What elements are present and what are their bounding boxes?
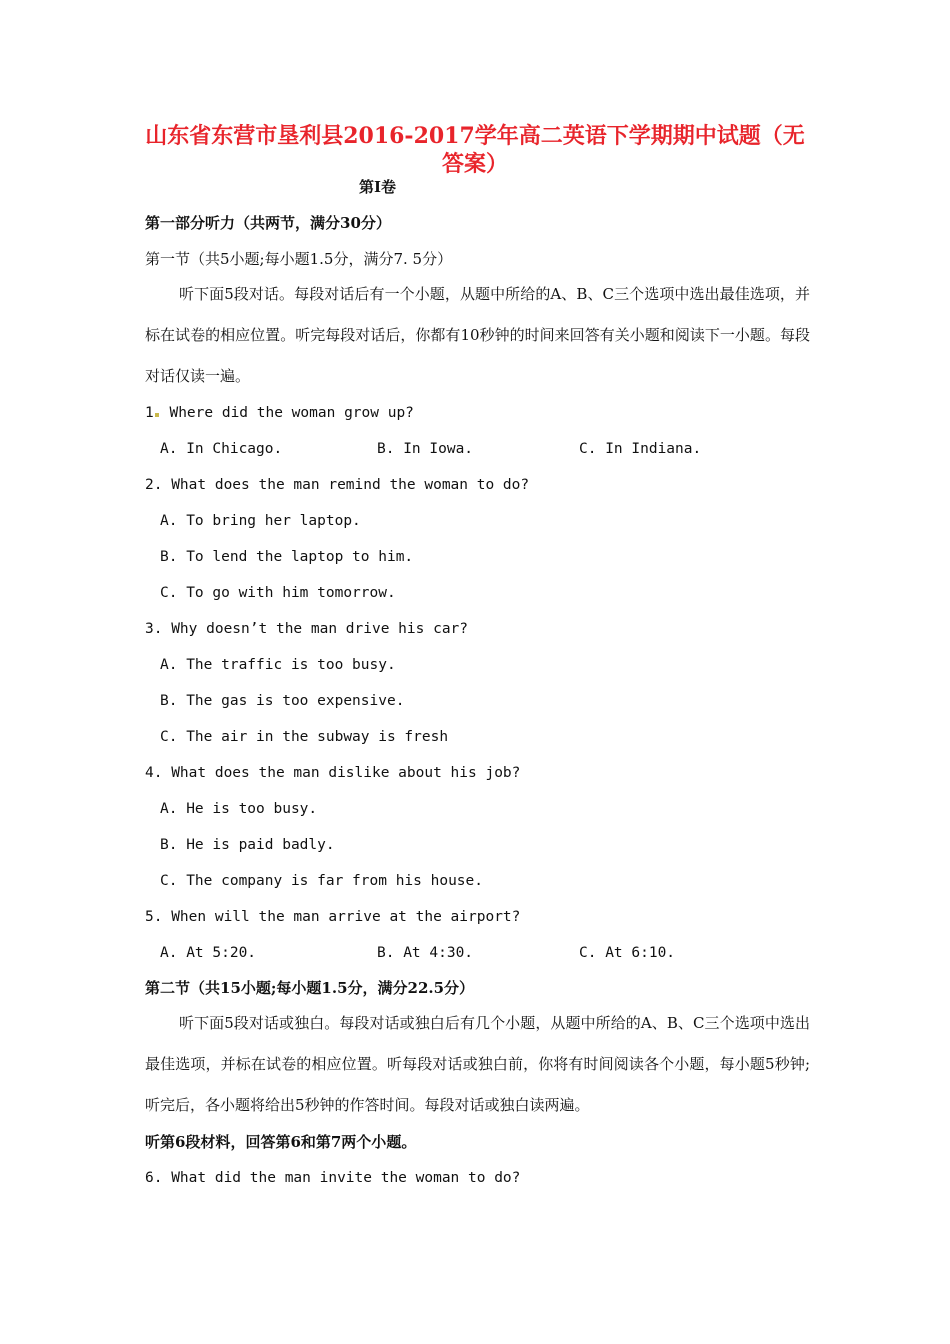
question-6 (145, 1168, 520, 1188)
page-title: 山东省东营市垦利县2016-2017学年高二英语下学期期中试题（无答案） (145, 123, 805, 177)
edit-mark-icon (155, 413, 159, 417)
question-1 (145, 403, 414, 423)
option-2a: A. To bring her laptop. (160, 513, 361, 529)
option-5c: C. At 6:10. (579, 945, 676, 961)
option-4b: B. He is paid badly. (160, 837, 335, 853)
question-text: What does the man dislike about his job? (171, 765, 521, 781)
option-1a: A. In Chicago. (160, 441, 283, 457)
option-3c: C. The air in the subway is fresh (160, 729, 449, 745)
question-number: 6. (145, 1170, 163, 1186)
material6-heading: 听第6段材料，回答第6和第7两个小题。 (145, 1133, 417, 1151)
question-number: 5. (145, 909, 163, 925)
option-2c: C. To go with him tomorrow. (160, 585, 396, 601)
question-text: What did the man invite the woman to do? (171, 1170, 521, 1186)
question-number: 1 (145, 405, 154, 421)
question-4 (145, 763, 520, 783)
volume-label: 第Ⅰ卷 (359, 178, 397, 196)
question-number: 2. (145, 477, 163, 493)
option-3a: A. The traffic is too busy. (160, 657, 396, 673)
question-text: Where did the woman grow up? (169, 405, 414, 421)
question-text: When will the man arrive at the airport? (171, 909, 521, 925)
option-2b: B. To lend the laptop to him. (160, 549, 414, 565)
option-4c: C. The company is far from his house. (160, 873, 484, 889)
option-5b: B. At 4:30. (377, 945, 474, 961)
question-number: 3. (145, 621, 163, 637)
question-2 (145, 475, 529, 495)
question-number: 4. (145, 765, 163, 781)
option-1b: B. In Iowa. (377, 441, 474, 457)
question-5 (145, 907, 520, 927)
option-3b: B. The gas is too expensive. (160, 693, 405, 709)
option-5a: A. At 5:20. (160, 945, 257, 961)
part1-heading: 第一部分听力（共两节，满分30分） (145, 214, 391, 232)
section2-heading: 第二节（共15小题;每小题1.5分，满分22.5分） (145, 979, 475, 997)
section1-instructions: 听下面5段对话。每段对话后有一个小题，从题中所给的A、B、C三个选项中选出最佳选项，并标在试卷的相应位置。听完每段对话后，你都有10秒钟的时间来回答有关小题和阅读下一小题。每段对话仅读一遍。 (145, 285, 810, 385)
section1-heading: 第一节（共5小题;每小题1.5分，满分7. 5分） (145, 250, 453, 268)
option-4a: A. He is too busy. (160, 801, 318, 817)
section2-instructions: 听下面5段对话或独白。每段对话或独白后有几个小题，从题中所给的A、B、C三个选项中选出最佳选项，并标在试卷的相应位置。听每段对话或独白前，你将有时间阅读各个小题，每小题5秒钟;听完后，各小题将给出5秒钟的作答时间。每段对话或独白读两遍。 (145, 1014, 810, 1114)
question-text: Why doesn’t the man drive his car? (171, 621, 469, 637)
option-1c: C. In Indiana. (579, 441, 702, 457)
question-3 (145, 619, 468, 639)
question-text: What does the man remind the woman to do? (171, 477, 530, 493)
